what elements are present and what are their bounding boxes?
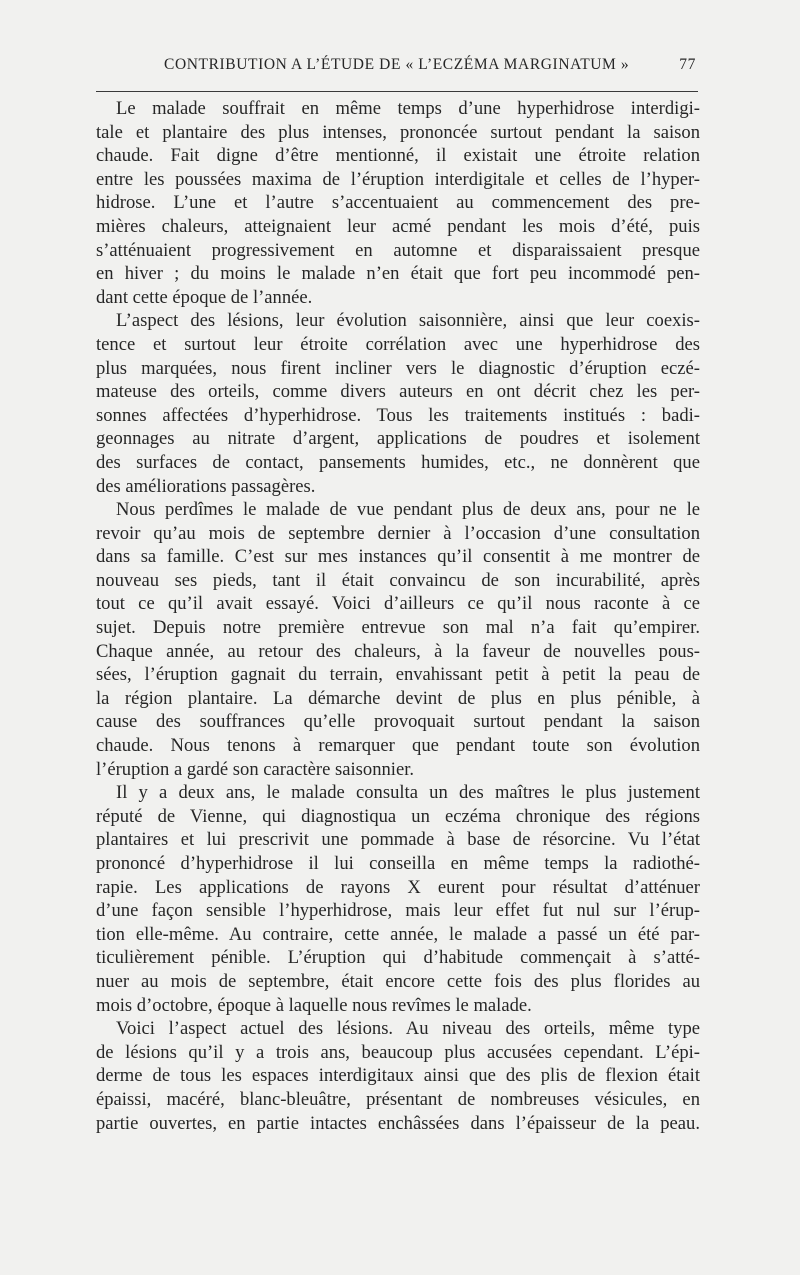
text-line: réputé de Vienne, qui diagnostiqua un eczéma chronique des régions	[96, 805, 700, 827]
text-line: en hiver ; du moins le malade n’en était que fort peu incommodé pen-	[96, 263, 700, 285]
text-line: rapie. Les applications de rayons X eurent pour résultat d’atténuer	[96, 876, 700, 898]
text-line: entre les poussées maxima de l’éruption interdigitale et celles de l’hyper-	[96, 168, 700, 190]
text-line: cause des souffrances qu’elle provoquait surtout pendant la saison	[96, 711, 700, 733]
text-line: d’une façon sensible l’hyperhidrose, mais leur effet fut nul sur l’érup-	[96, 900, 700, 922]
text-line: dant cette époque de l’année.	[96, 286, 313, 308]
text-line: nuer au mois de septembre, était encore cette fois des plus florides au	[96, 970, 700, 992]
header-rule	[96, 91, 698, 92]
text-line: Le malade souffrait en même temps d’une hyperhidrose interdigi-	[116, 98, 700, 119]
text-line: mois d’octobre, époque à laquelle nous revîmes le malade.	[96, 994, 532, 1016]
text-line: revoir qu’au mois de septembre dernier à l’occasion d’une consultation	[96, 522, 700, 544]
text-line: épaissi, macéré, blanc-bleuâtre, présentant de nombreuses vésicules, en	[96, 1088, 700, 1110]
text-line: ticulièrement pénible. L’éruption qui d’habitude commençait à s’atté-	[96, 947, 700, 969]
text-line: Voici l’aspect actuel des lésions. Au niveau des orteils, même type	[116, 1018, 700, 1040]
text-line: nouveau ses pieds, tant il était convaincu de son incurabilité, après	[96, 569, 700, 591]
text-line: Chaque année, au retour des chaleurs, à la faveur de nouvelles pous-	[96, 640, 700, 662]
text-line: partie ouvertes, en partie intactes enchâssées dans l’épaisseur de la peau.	[96, 1112, 700, 1134]
text-line: plantaires et lui prescrivit une pommade à base de résorcine. Vu l’état	[96, 829, 700, 851]
text-line: sées, l’éruption gagnait du terrain, envahissant petit à petit la peau de	[96, 664, 700, 686]
text-line: mières chaleurs, atteignaient leur acmé pendant les mois d’été, puis	[96, 215, 700, 237]
text-line: chaude. Fait digne d’être mentionné, il existait une étroite relation	[96, 145, 700, 167]
text-line: de lésions qu’il y a trois ans, beaucoup plus accusées cependant. L’épi-	[96, 1041, 700, 1063]
text-line: tence et surtout leur étroite corrélation avec une hyperhidrose des	[96, 333, 700, 355]
text-line: L’aspect des lésions, leur évolution saisonnière, ainsi que leur coexis-	[116, 310, 700, 332]
text-line: chaude. Nous tenons à remarquer que pendant toute son évolution	[96, 735, 700, 757]
text-line: tale et plantaire des plus intenses, prononcée surtout pendant la saison	[96, 121, 700, 143]
running-head	[96, 56, 700, 80]
text-line: tion elle-même. Au contraire, cette année, le malade a passé un été par-	[96, 923, 700, 945]
text-line: plus marquées, nous firent incliner vers le diagnostic d’éruption eczé-	[96, 357, 700, 379]
text-line: dans sa famille. C’est sur mes instances qu’il consentit à me montrer de	[96, 546, 700, 568]
text-line: l’éruption a gardé son caractère saisonnier.	[96, 758, 415, 780]
running-title: CONTRIBUTION A L’ÉTUDE DE « L’ECZÉMA MARGINATUM »	[164, 56, 630, 73]
text-line: des améliorations passagères.	[96, 475, 316, 497]
text-line: s’atténuaient progressivement en automne et disparaissaient presque	[96, 239, 700, 261]
body-text	[96, 97, 700, 1135]
text-line: mateuse des orteils, comme divers auteurs en ont décrit chez les per-	[96, 381, 700, 403]
text-line: derme de tous les espaces interdigitaux ainsi que des plis de flexion était	[96, 1065, 700, 1087]
text-line: Il y a deux ans, le malade consulta un des maîtres le plus justement	[116, 782, 700, 804]
text-line: sonnes affectées d’hyperhidrose. Tous les traitements institués : badi-	[96, 404, 700, 426]
text-line: la région plantaire. La démarche devint de plus en plus pénible, à	[96, 687, 700, 709]
text-line: sujet. Depuis notre première entrevue son mal n’a fait qu’empirer.	[96, 617, 700, 639]
text-line: hidrose. L’une et l’autre s’accentuaient au commencement des pre-	[96, 192, 700, 214]
text-line: Nous perdîmes le malade de vue pendant plus de deux ans, pour ne le	[116, 499, 700, 521]
text-line: prononcé d’hyperhidrose il lui conseilla en même temps la radiothé-	[96, 853, 700, 874]
text-line: geonnages au nitrate d’argent, applications de poudres et isolement	[96, 428, 700, 450]
page-number: 77	[679, 56, 696, 73]
text-line: tout ce qu’il avait essayé. Voici d’ailleurs ce qu’il nous raconte à ce	[96, 593, 700, 615]
text-line: des surfaces de contact, pansements humides, etc., ne donnèrent que	[96, 451, 700, 473]
